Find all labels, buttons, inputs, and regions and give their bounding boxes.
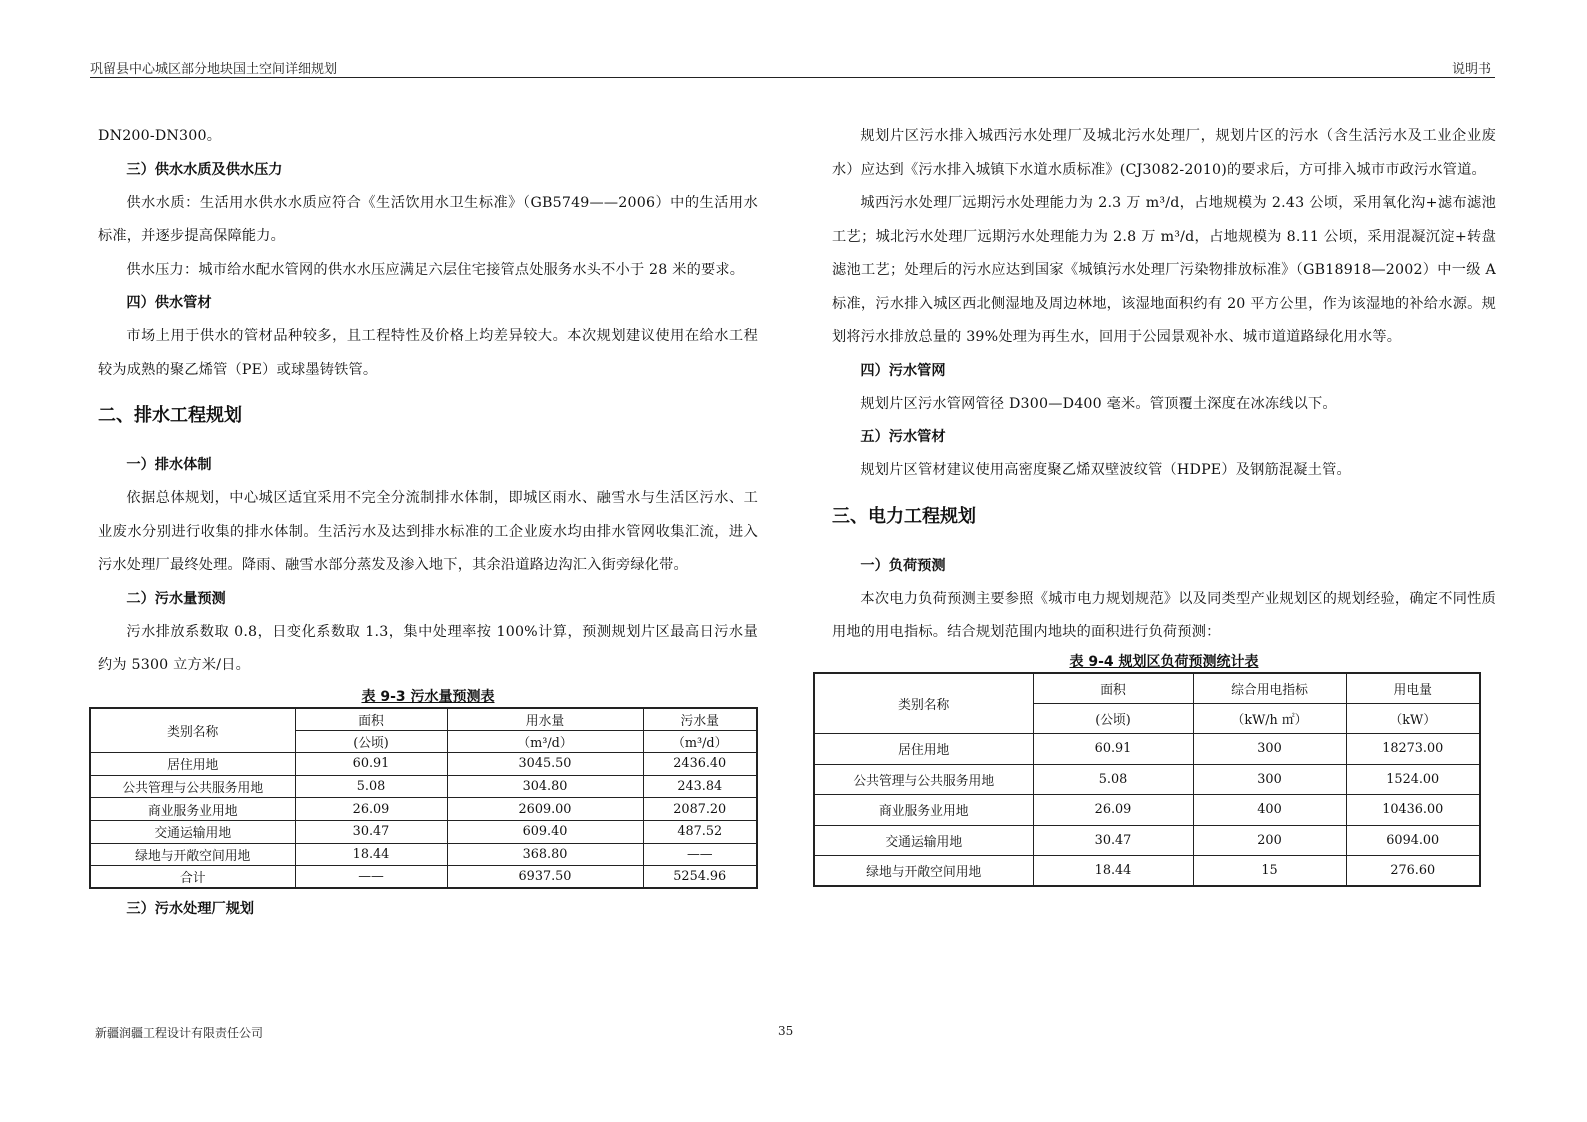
subsection-title: 三）供水水质及供水压力 <box>126 161 283 178</box>
header-unit-cell: （kW） <box>1346 703 1480 734</box>
paragraph: 规划片区污水排入城西污水处理厂及城北污水处理厂，规划片区的污水（含生活污水及工业企业废水）应达到《污水排入城镇下水道水质标准》(CJ3082-2010)的要求后，方可排入城市市政污水管道。 <box>832 128 1496 178</box>
row-category-cell: 绿地与开敞空间用地 <box>814 856 1033 887</box>
paragraph: DN200-DN300。 <box>98 128 222 144</box>
header-cell: 污水量 <box>643 708 757 731</box>
table-cell: 609.40 <box>447 820 643 843</box>
table-cell: 200 <box>1193 825 1346 856</box>
table-cell: 30.47 <box>295 820 447 843</box>
table-cell: 5.08 <box>295 775 447 798</box>
header-cell: 面积 <box>295 708 447 731</box>
table-cell: 60.91 <box>1033 734 1193 765</box>
footer-company: 新疆润疆工程设计有限责任公司 <box>95 1026 264 1040</box>
paragraph: 依据总体规划，中心城区适宜采用不完全分流制排水体制，即城区雨水、融雪水与生活区污水、工业废水分别进行收集的排水体制。生活污水及达到排水标准的工企业废水均由排水管网收集汇流，进入污水处理厂最终处理。降雨、融雪水部分蒸发及渗入地下，其余沿道路边沟汇入街旁绿化带。 <box>98 490 758 573</box>
table-cell: 2087.20 <box>643 798 757 821</box>
table-cell: 300 <box>1193 764 1346 795</box>
paragraph: 规划片区管材建议使用高密度聚乙烯双壁波纹管（HDPE）及钢筋混凝土管。 <box>860 462 1351 478</box>
table-cell: 6937.50 <box>447 866 643 889</box>
table-body <box>90 753 757 889</box>
header-cell: 类别名称 <box>814 673 1033 734</box>
table-cell: 6094.00 <box>1346 825 1480 856</box>
paragraph: 供水水质：生活用水供水水质应符合《生活饮用水卫生标准》（GB5749——2006）中的生活用水标准，并逐步提高保障能力。 <box>98 194 758 244</box>
table-cell: —— <box>643 843 757 866</box>
header-unit-cell: （m³/d） <box>447 730 643 753</box>
table-row <box>90 798 757 821</box>
table-cell: 300 <box>1193 734 1346 765</box>
header-unit-cell: （m³/d） <box>643 730 757 753</box>
header-unit-cell: (公顷) <box>295 730 447 753</box>
row-category-cell: 公共管理与公共服务用地 <box>90 775 295 798</box>
subsection-title: 四）污水管网 <box>860 362 946 379</box>
paragraph: 供水压力：城市给水配水管网的供水水压应满足六层住宅接管点处服务水头不小于 28 米的要求。 <box>126 261 745 278</box>
row-category-cell: 居住用地 <box>90 753 295 776</box>
table-header-row <box>814 673 1480 704</box>
document-type: 说明书 <box>1451 62 1491 77</box>
left-column <box>98 120 758 926</box>
table-cell: 243.84 <box>643 775 757 798</box>
row-category-cell: 交通运输用地 <box>90 820 295 843</box>
table-cell: 304.80 <box>447 775 643 798</box>
table-body <box>814 734 1480 887</box>
header-cell: 面积 <box>1033 673 1193 704</box>
table-row <box>90 775 757 798</box>
header-unit-cell: (公顷) <box>1033 703 1193 734</box>
table-row <box>90 843 757 866</box>
table-cell: 487.52 <box>643 820 757 843</box>
table-cell: 2436.40 <box>643 753 757 776</box>
section-heading: 二、排水工程规划 <box>98 405 242 426</box>
table-caption: 表 9-4 规划区负荷预测统计表 <box>1069 653 1259 670</box>
table-row <box>90 820 757 843</box>
table-cell: 5.08 <box>1033 764 1193 795</box>
table-cell: 1524.00 <box>1346 764 1480 795</box>
table-cell: 3045.50 <box>447 753 643 776</box>
table-cell: 10436.00 <box>1346 795 1480 826</box>
subsection-title: 三）污水处理厂规划 <box>126 901 255 918</box>
load-forecast-table <box>813 672 1481 888</box>
table-caption: 表 9-3 污水量预测表 <box>361 688 495 705</box>
table-header-row <box>90 708 757 731</box>
row-category-cell: 商业服务业用地 <box>814 795 1033 826</box>
table-cell: 26.09 <box>1033 795 1193 826</box>
subsection-title: 一）负荷预测 <box>860 557 946 574</box>
right-column <box>832 120 1496 887</box>
table-cell: 18273.00 <box>1346 734 1480 765</box>
table-cell: —— <box>295 866 447 889</box>
wastewater-table <box>89 707 758 890</box>
header-cell: 用水量 <box>447 708 643 731</box>
header-cell: 类别名称 <box>90 708 295 753</box>
table-cell: 60.91 <box>295 753 447 776</box>
table-row <box>814 764 1480 795</box>
page-number: 35 <box>778 1024 794 1038</box>
table-cell: 400 <box>1193 795 1346 826</box>
paragraph: 污水排放系数取 0.8，日变化系数取 1.3，集中处理率按 100%计算，预测规划片区最高日污水量约为 5300 立方米/日。 <box>98 623 758 673</box>
paragraph: 规划片区污水管网管径 D300—D400 毫米。管顶覆土深度在冰冻线以下。 <box>860 395 1337 412</box>
row-category-cell: 商业服务业用地 <box>90 798 295 821</box>
table-row <box>814 856 1480 887</box>
table-cell: 18.44 <box>295 843 447 866</box>
table-cell: 2609.00 <box>447 798 643 821</box>
paragraph: 本次电力负荷预测主要参照《城市电力规划规范》以及同类型产业规划区的规划经验，确定不同性质用地的用电指标。结合规划范围内地块的面积进行负荷预测： <box>832 590 1496 640</box>
row-category-cell: 居住用地 <box>814 734 1033 765</box>
table-row <box>814 734 1480 765</box>
page-header <box>90 58 1495 78</box>
table-cell: 276.60 <box>1346 856 1480 887</box>
table-row <box>814 825 1480 856</box>
row-category-cell: 合计 <box>90 866 295 889</box>
paragraph: 城西污水处理厂远期污水处理能力为 2.3 万 m³/d，占地规模为 2.43 公顷，采用氧化沟+滤布滤池工艺；城北污水处理厂远期污水处理能力为 2.8 万 m³/d，占地规模为 8.11 公顷，采用混凝沉淀+转盘滤池工艺；处理后的污水应达到国家《城镇污水处理厂污染物排放标准》（GB18918—2002）中一级 A 标准，污水排入城区西北侧湿地及周边林地，该湿地面积约有 20 平方公里，作为该湿地的补给水源。规划将污水排放总量的 39%处理为再生水，回用于公园景观补水、城市道道路绿化用水等。 <box>832 195 1496 345</box>
table-cell: 15 <box>1193 856 1346 887</box>
header-unit-cell: （kW/h ㎡） <box>1193 703 1346 734</box>
table-cell: 26.09 <box>295 798 447 821</box>
table-cell: 5254.96 <box>643 866 757 889</box>
row-category-cell: 交通运输用地 <box>814 825 1033 856</box>
table-row <box>90 866 757 889</box>
subsection-title: 二）污水量预测 <box>126 590 226 607</box>
row-category-cell: 绿地与开敞空间用地 <box>90 843 295 866</box>
row-category-cell: 公共管理与公共服务用地 <box>814 764 1033 795</box>
table-cell: 368.80 <box>447 843 643 866</box>
header-cell: 综合用电指标 <box>1193 673 1346 704</box>
header-cell: 用电量 <box>1346 673 1480 704</box>
table-cell: 18.44 <box>1033 856 1193 887</box>
table-cell: 30.47 <box>1033 825 1193 856</box>
subsection-title: 五）污水管材 <box>860 429 946 445</box>
table-row <box>814 795 1480 826</box>
table-row <box>90 753 757 776</box>
subsection-title: 一）排水体制 <box>126 457 212 473</box>
document-title: 巩留县中心城区部分地块国土空间详细规划 <box>90 62 338 77</box>
section-heading: 三、电力工程规划 <box>832 505 976 527</box>
subsection-title: 四）供水管材 <box>126 295 212 311</box>
paragraph: 市场上用于供水的管材品种较多，且工程特性及价格上均差异较大。本次规划建议使用在给水工程较为成熟的聚乙烯管（PE）或球墨铸铁管。 <box>98 328 758 378</box>
